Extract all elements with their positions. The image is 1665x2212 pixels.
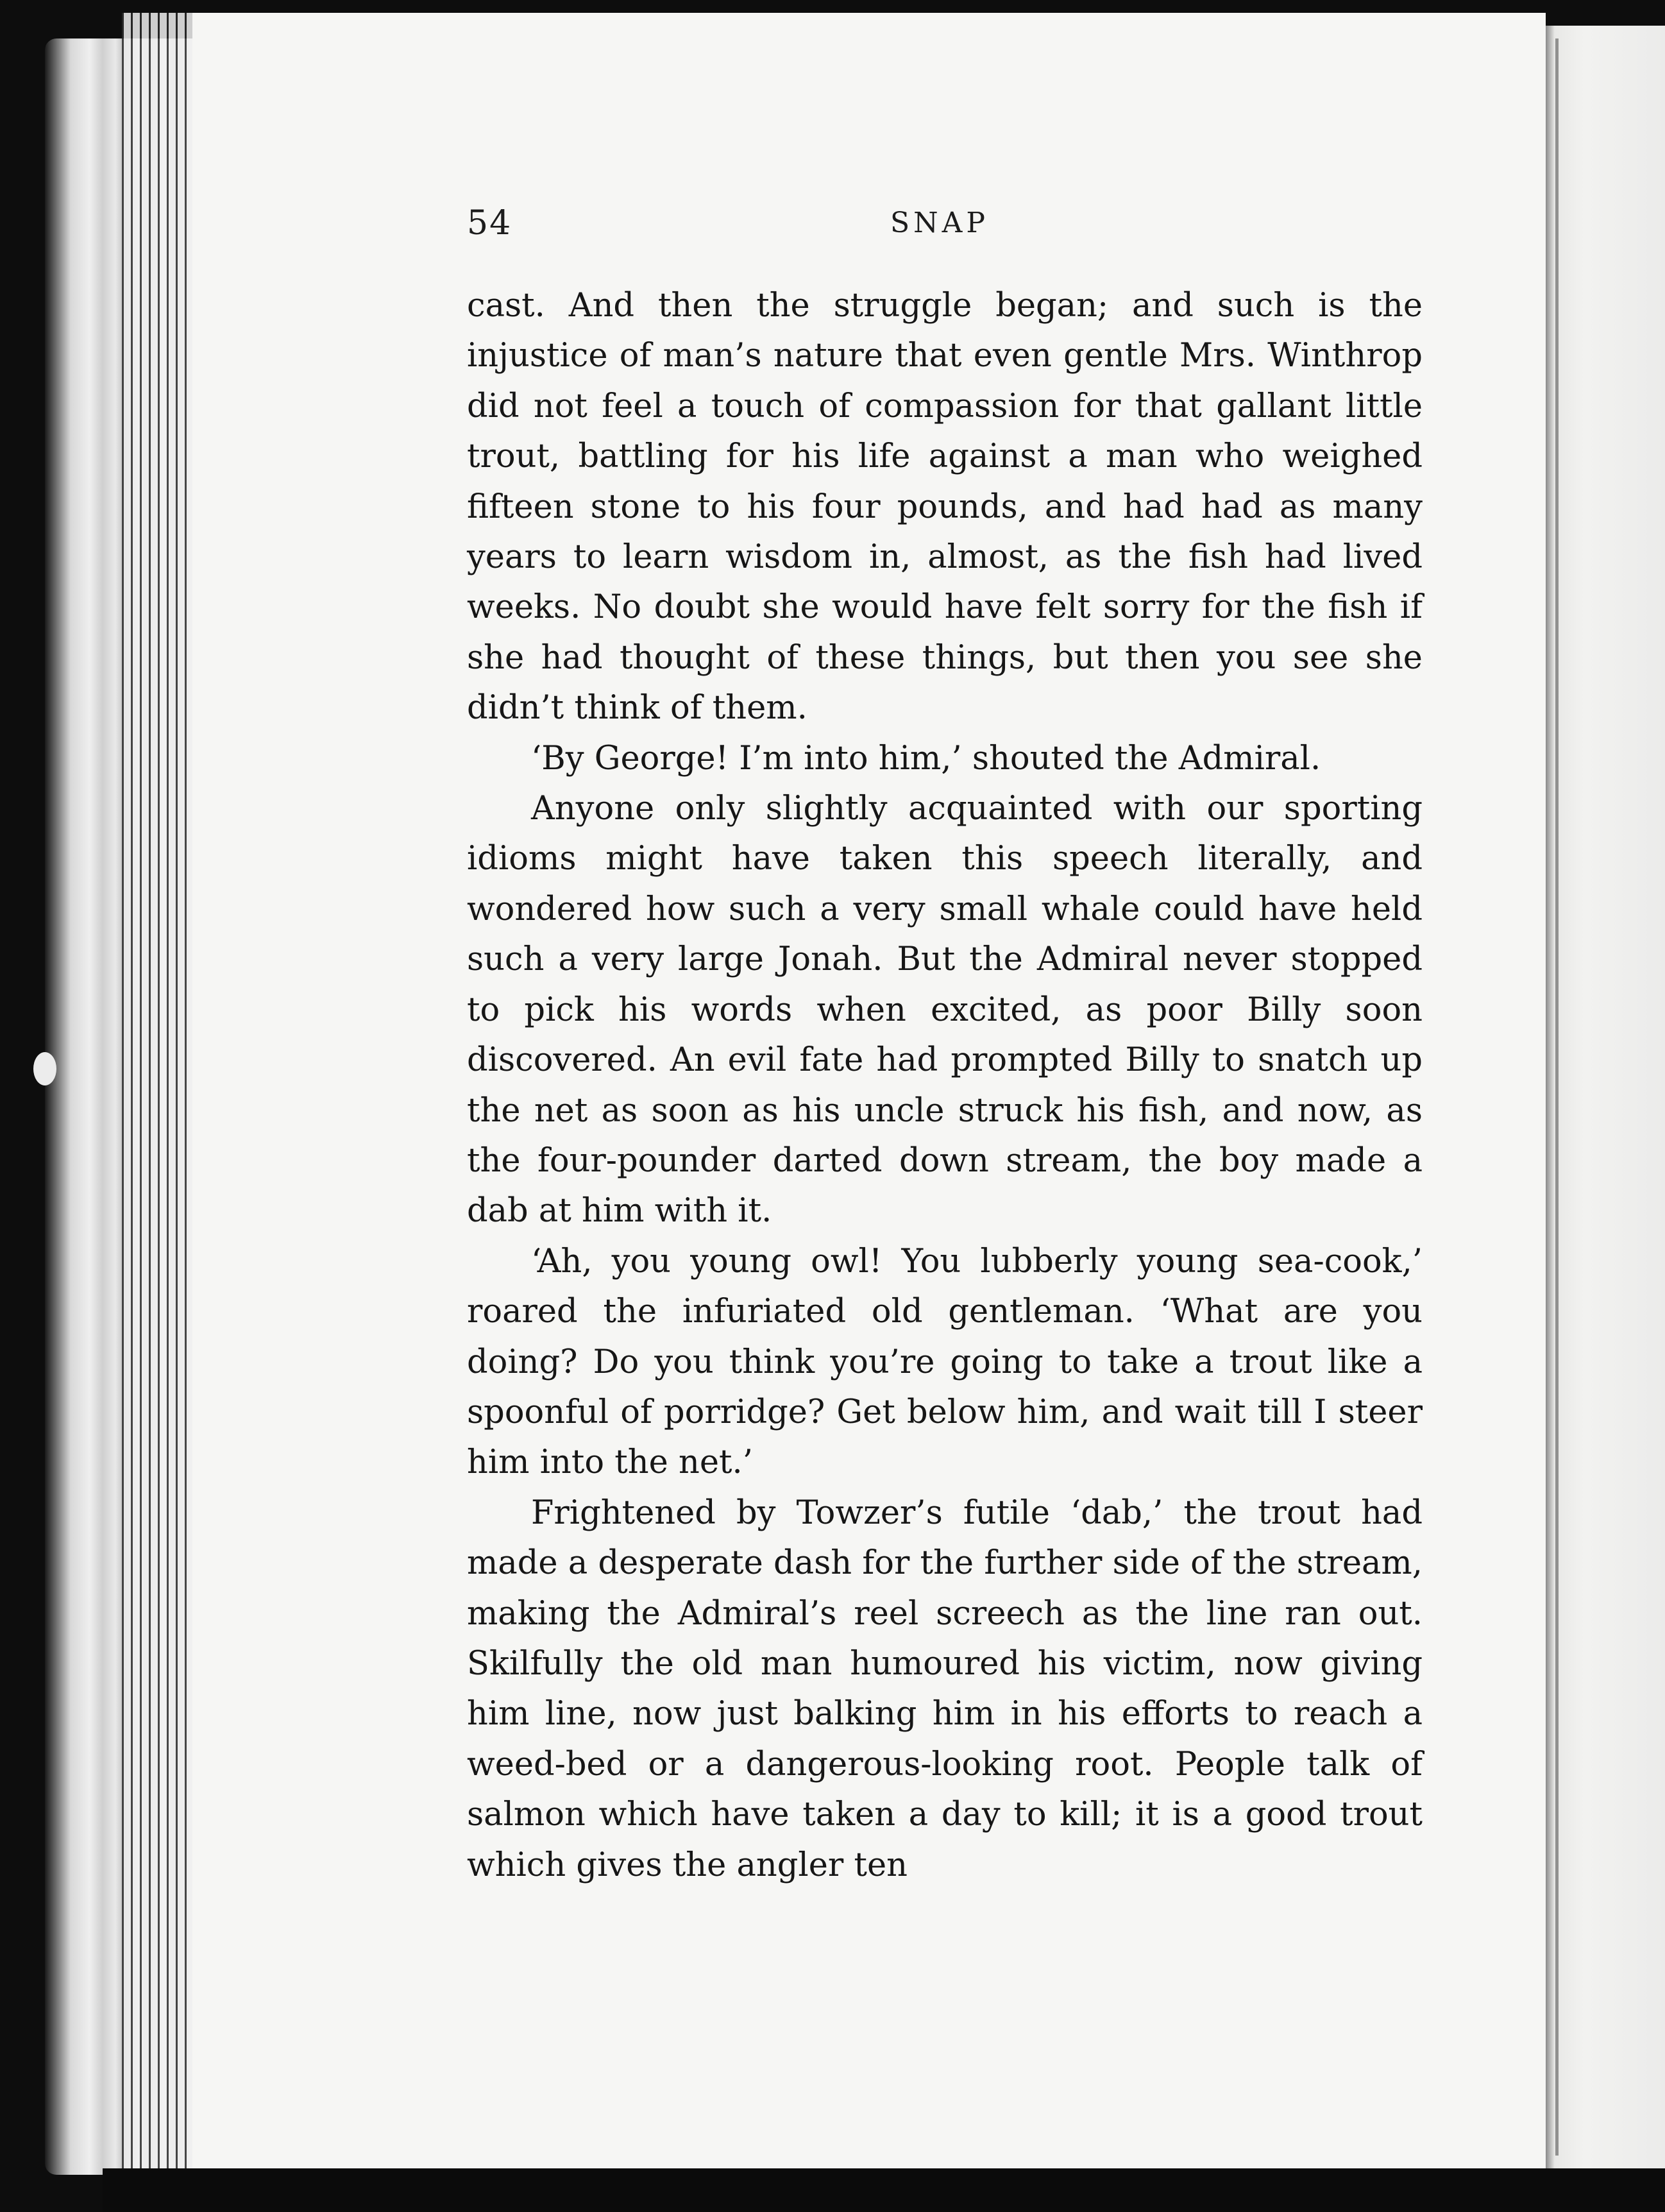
gutter-rule bbox=[1555, 38, 1559, 2156]
facing-page-edge bbox=[1546, 26, 1665, 2181]
paragraph: Frightened by Towzer’s futile ‘dab,’ the trout had made a desperate dash for the further side of the stream, making the Admiral’s reel screech as the line ran out. Skilfully the old man humoured his victim, now giving him line, now just balking him in his efforts to reach a weed-bed or a dangerous-looking root. People talk of salmon which have taken a day to kill; it is a good trout which gives the angler ten bbox=[467, 1493, 1423, 1884]
paper-speck bbox=[33, 1052, 56, 1085]
paragraph: cast. And then the struggle began; and such is the injustice of man’s nature that even gentle Mrs. Winthrop did not feel a touch of compassion for that gallant little trout, battling for his life against a man who weighed fifteen stone to his four pounds, and had had as many years to learn wisdom in, almost, as the fish had lived weeks. No doubt she would have felt sorry for the fish if she had thought of these things, but then you see she didn’t think of them. bbox=[467, 287, 1423, 727]
page-number: 54 bbox=[467, 204, 512, 242]
body-text bbox=[467, 281, 1423, 1891]
page-edge-lines bbox=[122, 13, 199, 2181]
paragraph: ‘Ah, you young owl! You lubberly young sea-cook,’ roared the infuriated old gentleman. ‘What are you doing? Do you think you’re going to take a trout like a spoonful of porridge? Get below him, and wait till I steer him into the net.’ bbox=[467, 1242, 1423, 1482]
scan-bottom-border bbox=[103, 2168, 1665, 2212]
running-title: SNAP bbox=[890, 207, 990, 239]
paragraph: ‘By George! I’m into him,’ shouted the Admiral. bbox=[531, 739, 1321, 778]
paragraph: Anyone only slightly acquainted with our sporting idioms might have taken this speech literally, and wondered how such a very small whale could have held such a very large Jonah. But the Admiral never stopped to pick his words when excited, as poor Billy soon discovered. An evil fate had prompted Billy to snatch up the net as soon as his uncle struck his fish, and now, as the four-pounder darted down stream, the boy made a dab at him with it. bbox=[467, 790, 1423, 1230]
running-head bbox=[467, 204, 1423, 242]
